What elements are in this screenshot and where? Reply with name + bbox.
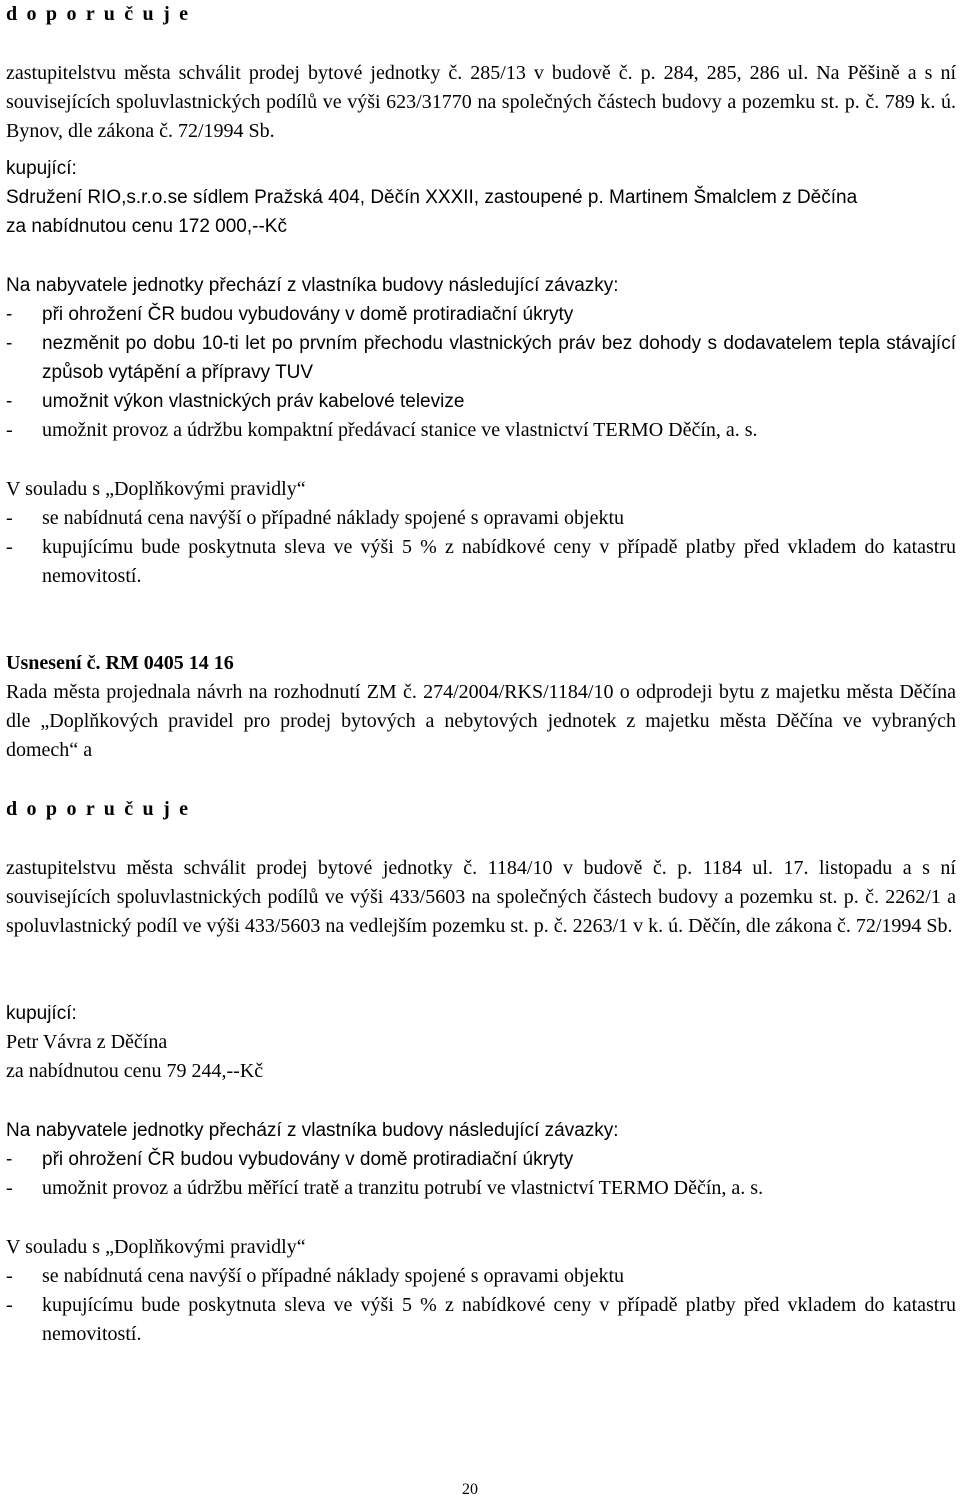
resolution-label: Usnesení č. [6,652,101,674]
resolution-text: Rada města projednala návrh na rozhodnutí ZM č. 274/2004/RKS/1184/10 o odprodeji bytu z majetku města Děčína dle „Doplňkových pravidel pro prodej bytových a nebytových jednotek z majetku města Děčína ve vybraných domech“ a [6,681,956,761]
rules-list [6,504,956,591]
sale-text: zastupitelstvu města schválit prodej bytové jednotky č. 1184/10 v budově č. p. 1184 ul. 17. listopadu a s ní souvisejících spoluvlastnických podílů ve výši 433/5603 na společných částech budovy a pozemku st. p. č. 2262/1 a spoluvlastnický podíl ve výši 433/5603 na vedlejším pozemku st. p. č. 2263/1 v k. ú. Děčín, dle zákona č. 72/1994 Sb. [6,857,956,937]
resolution-number: RM 0405 14 16 [105,652,234,674]
buyer-name: Sdružení RIO,s.r.o.se sídlem Pražská 404, Děčín XXXII, zastoupené p. Martinem Šmalclem z Děčína [6,187,858,208]
list-item: - umožnit provoz a údržbu kompaktní předávací stanice ve vlastnictví TERMO Děčín, a. s. [6,419,758,441]
rules-intro: V souladu s „Doplňkovými pravidly“ [6,1236,306,1258]
list-item: - umožnit výkon vlastnických práv kabelové televize [6,391,465,412]
list-item: - se nabídnutá cena navýší o případné náklady spojené s opravami objektu [6,1265,625,1287]
page-number: 20 [462,1481,478,1498]
recommendation-heading: d o p o r u č u j e [6,798,191,820]
list-item: - se nabídnutá cena navýší o případné náklady spojené s opravami objektu [6,507,625,529]
list-item: - kupujícímu bude poskytnuta sleva ve výši 5 % z nabídkové ceny v případě platby před vkladem do katastru nemovitostí. [6,536,956,587]
document-page [6,0,956,1349]
resolution-title [6,649,956,678]
obligations-list [6,1145,956,1203]
buyer-name: Petr Vávra z Děčína [6,1031,168,1053]
list-item: - při ohrožení ČR budou vybudovány v domě protiradiační úkryty [6,1149,574,1170]
list-item: - nezměnit po dobu 10-ti let po prvním přechodu vlastnických práv bez dohody s dodavatelem tepla stávající způsob vytápění a přípravy TUV [6,333,956,383]
buyer-label: kupující: [6,1003,77,1024]
buyer-label: kupující: [6,158,77,179]
obligations-intro: Na nabyvatele jednotky přechází z vlastníka budovy následující závazky: [6,1120,619,1141]
list-item: - při ohrožení ČR budou vybudovány v domě protiradiační úkryty [6,304,574,325]
obligations-intro: Na nabyvatele jednotky přechází z vlastníka budovy následující závazky: [6,275,619,296]
recommendation-heading: d o p o r u č u j e [6,3,191,25]
list-item: - kupujícímu bude poskytnuta sleva ve výši 5 % z nabídkové ceny v případě platby před vkladem do katastru nemovitostí. [6,1294,956,1345]
rules-list [6,1262,956,1349]
rules-intro: V souladu s „Doplňkovými pravidly“ [6,478,306,500]
sale-text: zastupitelstvu města schválit prodej bytové jednotky č. 285/13 v budově č. p. 284, 285, 286 ul. Na Pěšině a s ní souvisejících spoluvlastnických podílů ve výši 623/31770 na společných částech budovy a pozemku st. p. č. 789 k. ú. Bynov, dle zákona č. 72/1994 Sb. [6,62,956,142]
list-item: - umožnit provoz a údržbu měřící tratě a tranzitu potrubí ve vlastnictví TERMO Děčín, a. s. [6,1177,764,1199]
price: za nabídnutou cenu 79 244,--Kč [6,1060,264,1082]
price: za nabídnutou cenu 172 000,--Kč [6,216,287,237]
obligations-list [6,300,956,445]
